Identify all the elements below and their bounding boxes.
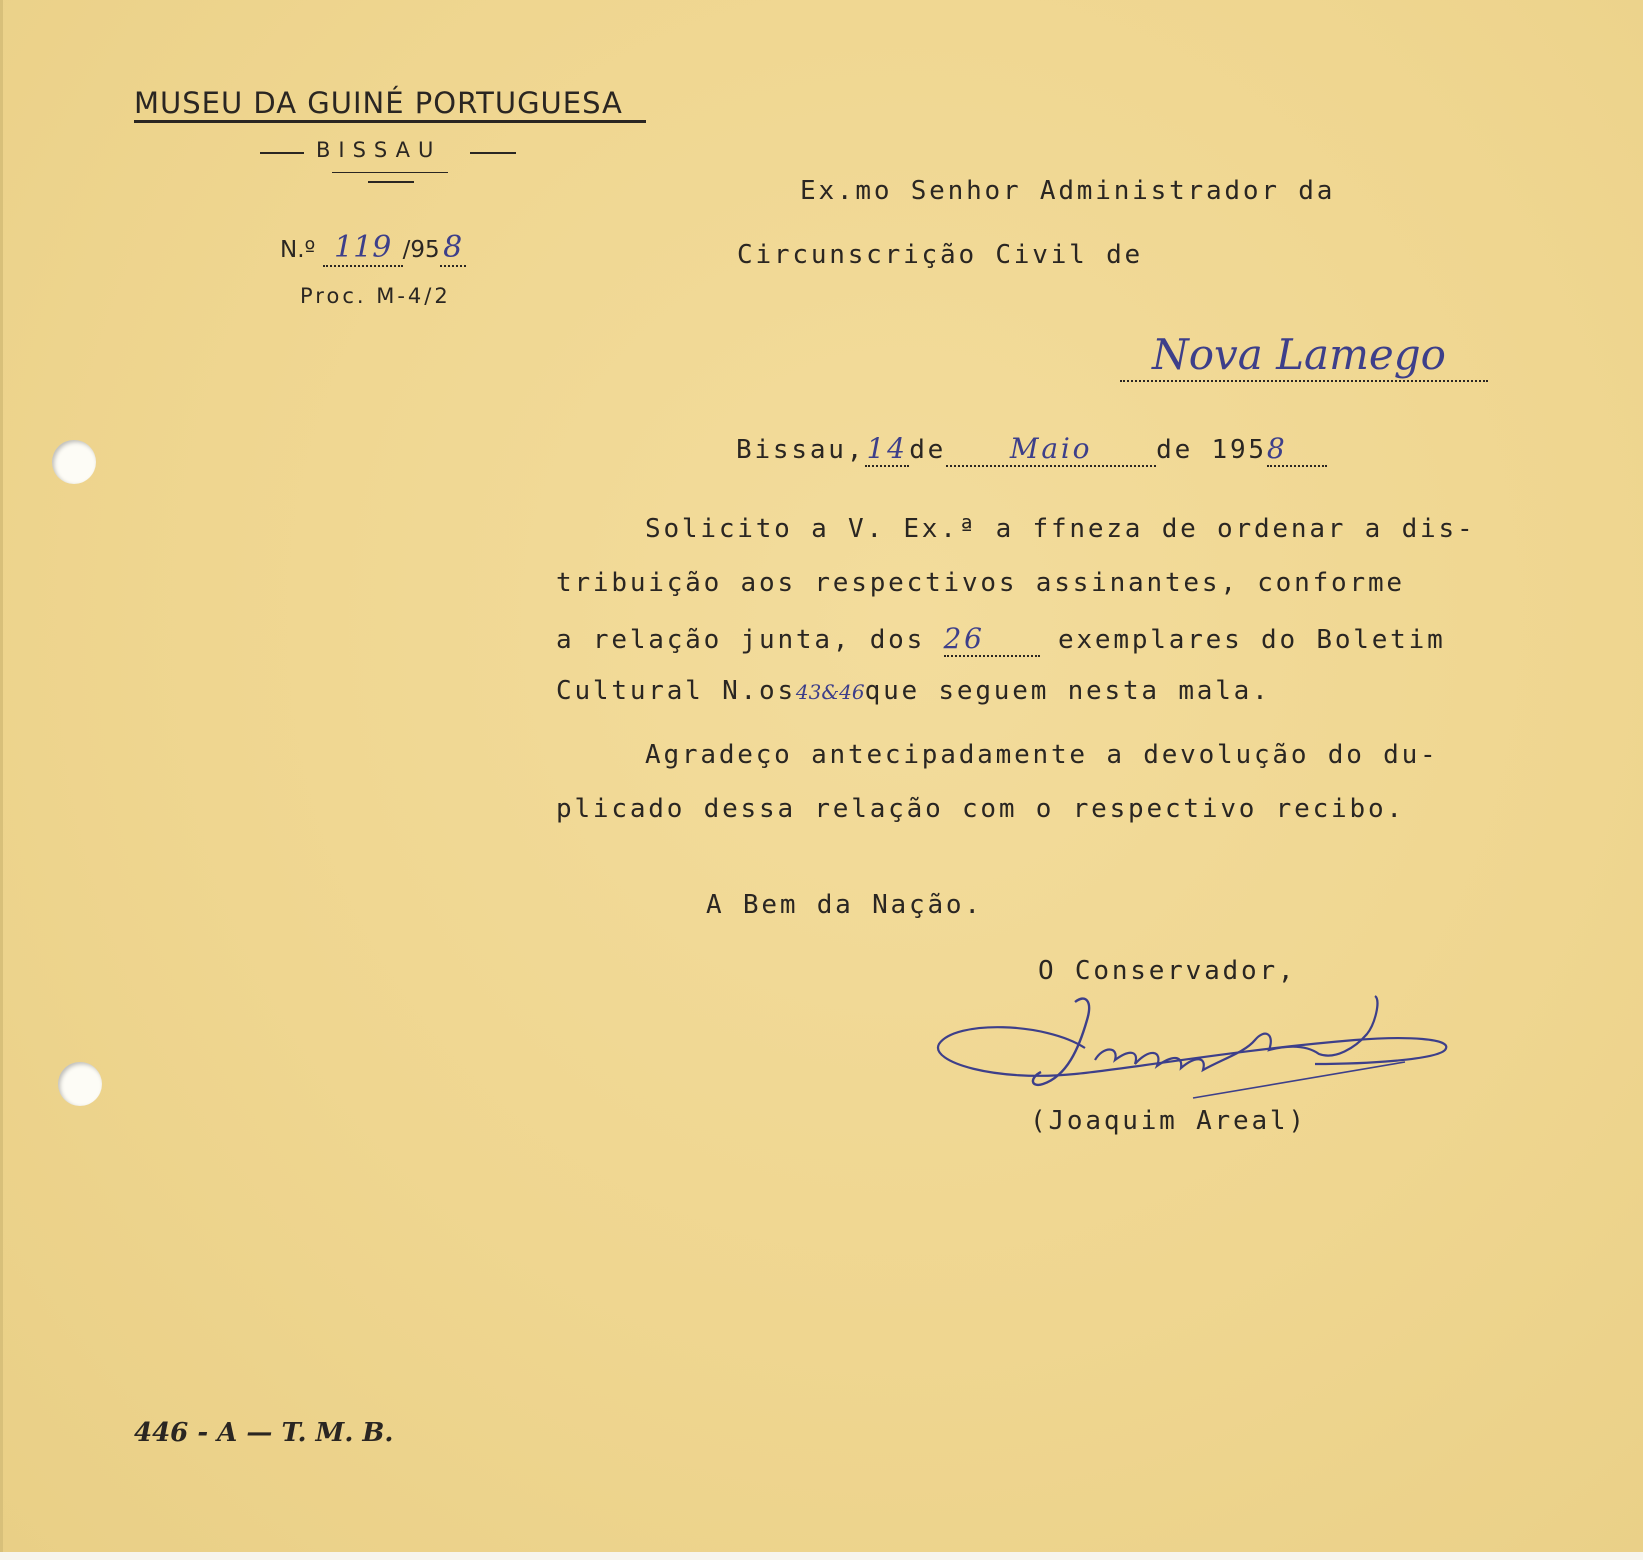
- place-handwritten: Nova Lamego: [1152, 330, 1446, 379]
- ornament-rule-short: [368, 181, 414, 183]
- date-city: Bissau,: [736, 435, 866, 465]
- body-line-1: Solicito a V. Ex.ª a ffneza de ordenar a dis-: [645, 514, 1476, 544]
- year-field: [440, 230, 466, 267]
- signature-graphic: [935, 990, 1455, 1100]
- copies-field: [944, 622, 1040, 657]
- process-reference: Proc. M-4/2: [300, 284, 451, 308]
- body-line-4-end: que seguem nesta mala.: [864, 676, 1271, 706]
- number-value: 119: [334, 230, 392, 265]
- city-dash-right: [470, 152, 516, 154]
- ornament-rule: [332, 172, 448, 173]
- body-line-3: [556, 622, 1446, 657]
- addressee-line-2: Circunscrição Civil de: [737, 240, 1143, 270]
- body-line-4-start: Cultural N.os: [556, 676, 796, 706]
- date-month: Maio: [1009, 432, 1093, 465]
- signatory-name: (Joaquim Areal): [1030, 1106, 1307, 1136]
- year-prefix: /95: [402, 237, 440, 263]
- scan-margin: [0, 1552, 1643, 1560]
- number-label: N.º: [280, 237, 316, 263]
- closing-formula: A Bem da Nação.: [706, 890, 983, 920]
- punch-hole-bottom: [58, 1062, 102, 1106]
- body-line-4: [556, 676, 1271, 706]
- date-de-2: de: [1156, 435, 1194, 465]
- number-field: [323, 230, 403, 267]
- body-line-6: plicado dessa relação com o respectivo recibo.: [556, 794, 1405, 824]
- institution-name: MUSEU DA GUINÉ PORTUGUESA: [134, 86, 623, 120]
- copies-value: 26: [943, 622, 985, 655]
- addressee-place: [1120, 330, 1446, 379]
- body-line-2: tribuição aos respectivos assinantes, conforme: [556, 568, 1405, 598]
- month-field: [946, 432, 1156, 467]
- day-field: [865, 432, 909, 467]
- institution-underline: [134, 120, 646, 123]
- date-year-prefix: 195: [1211, 435, 1267, 465]
- date-year-digit: 8: [1266, 432, 1288, 465]
- punch-hole-top: [52, 440, 96, 484]
- date-line: [736, 432, 1327, 467]
- reference-number: [280, 230, 466, 267]
- body-line-5: Agradeço antecipadamente a devolução do du-: [645, 740, 1439, 770]
- print-imprint: 446 - A — T. M. B.: [134, 1418, 394, 1448]
- issues-value: 43&46: [795, 680, 865, 704]
- signatory-role: O Conservador,: [1038, 956, 1297, 986]
- body-line-3-start: a relação junta, dos: [556, 625, 926, 655]
- year-field-date: [1267, 432, 1327, 467]
- city-dash-left: [260, 152, 304, 154]
- letterhead-city: BISSAU: [316, 138, 442, 162]
- handwritten-signature: [935, 990, 1455, 1105]
- date-de-1: de: [909, 435, 947, 465]
- addressee-line-1: Ex.mo Senhor Administrador da: [800, 176, 1336, 206]
- sheet-edge: [0, 0, 3, 1552]
- year-digit: 8: [443, 230, 463, 265]
- body-line-3-end: exemplares do Boletim: [1058, 625, 1446, 655]
- date-day: 14: [866, 432, 908, 465]
- place-dotted-line: [1120, 380, 1488, 382]
